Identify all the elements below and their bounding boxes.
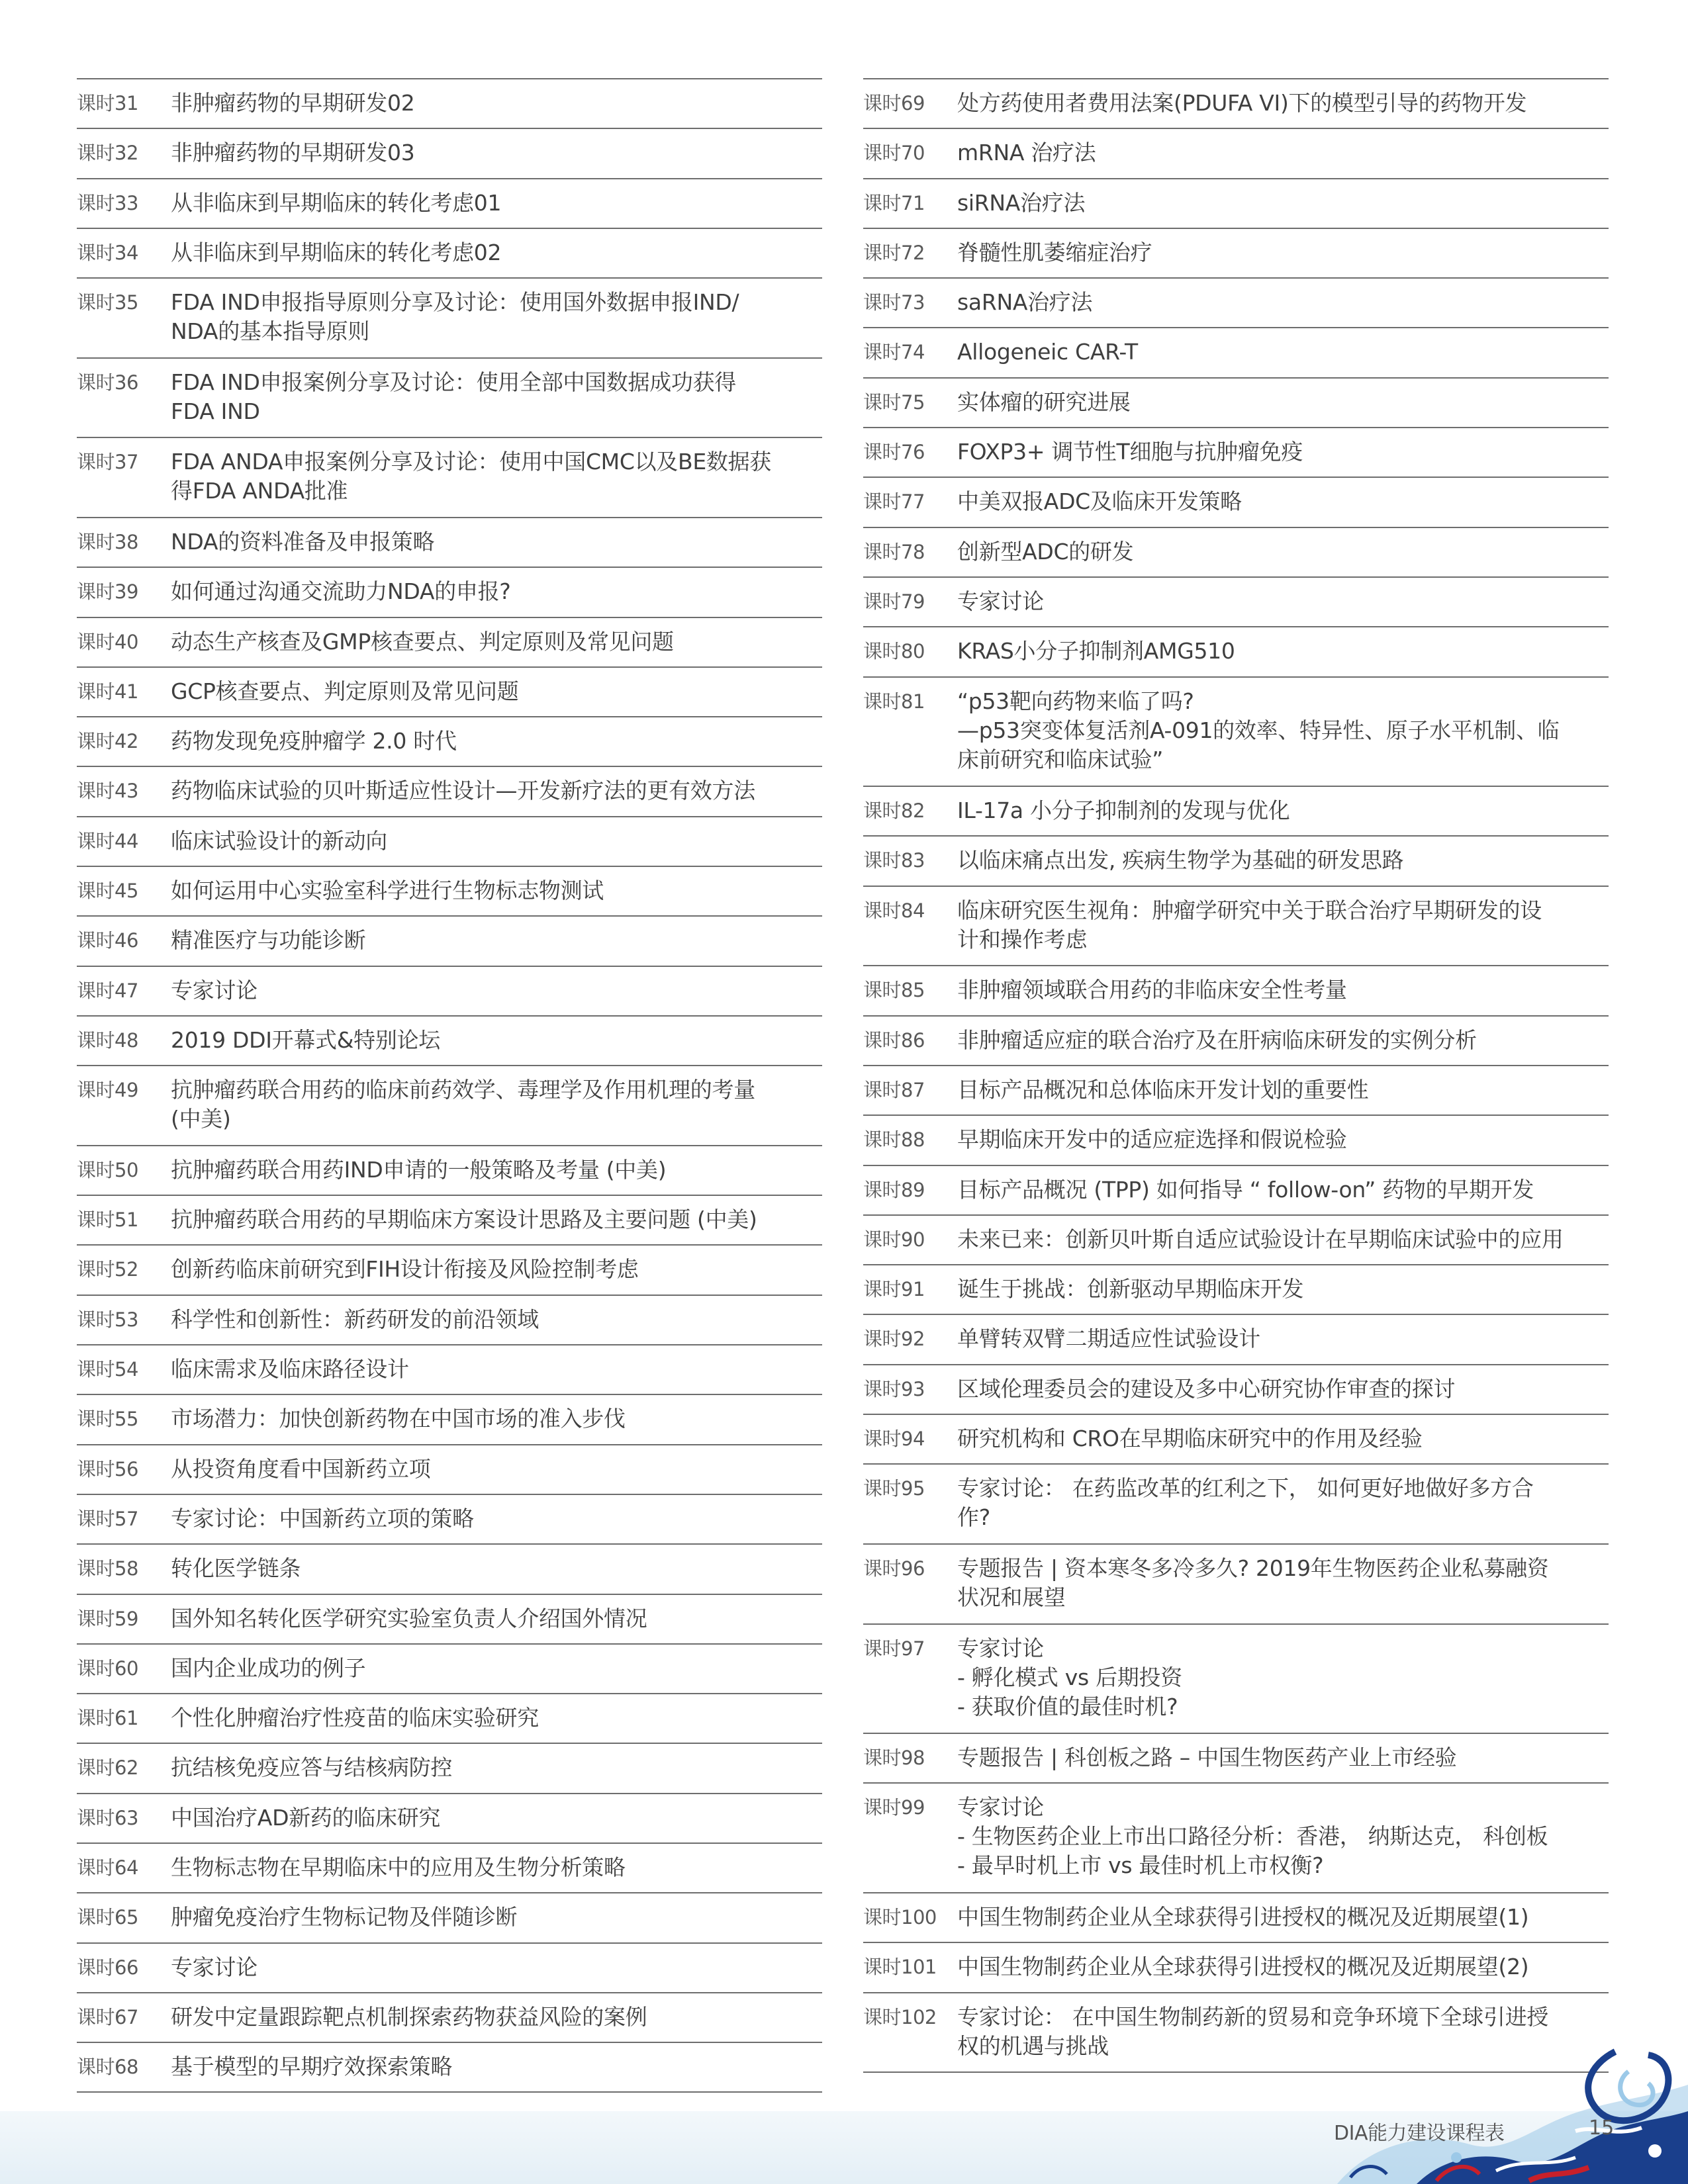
wave-decoration-icon bbox=[1218, 2045, 1688, 2184]
course-title: 创新药临床前研究到FIH设计衔接及风险控制考虑 bbox=[171, 1256, 639, 1283]
left-rows bbox=[77, 79, 822, 2093]
course-code: 课时76 bbox=[863, 441, 925, 464]
course-row bbox=[77, 2043, 822, 2093]
course-code: 课时34 bbox=[77, 241, 138, 264]
course-code: 课时56 bbox=[77, 1457, 138, 1480]
course-code: 课时102 bbox=[863, 2005, 937, 2028]
course-row bbox=[863, 627, 1609, 677]
course-title: KRAS小分子抑制剂AMG510 bbox=[957, 638, 1235, 664]
course-row bbox=[77, 359, 822, 439]
course-title: “p53靶向药物来临了吗? —p53突变体复活剂A-091的效率、特异性、原子水平机制、临 床前研究和临床试验” bbox=[957, 688, 1560, 772]
course-row bbox=[77, 1944, 822, 1993]
course-title: 专家讨论 - 孵化模式 vs 后期投资 - 获取价值的最佳时机? bbox=[957, 1635, 1182, 1719]
course-code: 课时99 bbox=[863, 1796, 925, 1819]
course-title: 诞生于挑战：创新驱动早期临床开发 bbox=[957, 1276, 1304, 1302]
course-title: 专题报告 | 资本寒冬多冷多久? 2019年生物医药企业私募融资 状况和展望 bbox=[957, 1555, 1549, 1610]
course-title: 药物发现免疫肿瘤学 2.0 时代 bbox=[171, 728, 457, 754]
course-code: 课时85 bbox=[863, 979, 925, 1002]
course-title: 科学性和创新性：新药研发的前沿领域 bbox=[171, 1306, 539, 1332]
course-title: 目标产品概况 (TPP) 如何指导 “ follow-on” 药物的早期开发 bbox=[957, 1176, 1534, 1203]
course-row bbox=[77, 1066, 822, 1146]
course-code: 课时44 bbox=[77, 829, 138, 852]
course-code: 课时98 bbox=[863, 1747, 925, 1770]
course-code: 课时36 bbox=[77, 371, 138, 394]
course-row bbox=[77, 1017, 822, 1066]
course-row bbox=[77, 79, 822, 129]
course-title: Allogeneic CAR-T bbox=[957, 339, 1138, 365]
course-code: 课时86 bbox=[863, 1028, 925, 1052]
course-code: 课时64 bbox=[77, 1856, 138, 1879]
course-title: 抗肿瘤药联合用药IND申请的一般策略及考量 (中美) bbox=[171, 1156, 667, 1183]
course-title: 创新型ADC的研发 bbox=[957, 538, 1134, 565]
course-code: 课时32 bbox=[77, 142, 138, 165]
course-row bbox=[863, 1943, 1609, 1993]
course-row bbox=[77, 279, 822, 359]
course-code: 课时45 bbox=[77, 880, 138, 903]
course-code: 课时78 bbox=[863, 540, 925, 563]
course-title: 肿瘤免疫治疗生物标记物及伴随诊断 bbox=[171, 1904, 518, 1931]
course-title: FDA ANDA申报案例分享及讨论：使用中国CMC以及BE数据获 得FDA ANDA批准 bbox=[171, 449, 771, 504]
course-title: 中美双报ADC及临床开发策略 bbox=[957, 488, 1242, 515]
course-row bbox=[77, 438, 822, 518]
course-title: 单臂转双臂二期适应性试验设计 bbox=[957, 1326, 1260, 1352]
course-title: 动态生产核查及GMP核查要点、判定原则及常见问题 bbox=[171, 628, 674, 655]
course-row bbox=[77, 618, 822, 668]
course-row bbox=[863, 1625, 1609, 1735]
course-row bbox=[863, 1216, 1609, 1265]
course-row bbox=[863, 1415, 1609, 1465]
course-title: 处方药使用者费用法案(PDUFA VI)下的模型引导的药物开发 bbox=[957, 90, 1527, 116]
course-title: saRNA治疗法 bbox=[957, 289, 1093, 316]
course-code: 课时87 bbox=[863, 1078, 925, 1101]
course-title: FOXP3+ 调节性T细胞与抗肿瘤免疫 bbox=[957, 439, 1303, 465]
course-title: 临床研究医生视角：肿瘤学研究中关于联合治疗早期研发的设 计和操作考虑 bbox=[957, 897, 1542, 952]
course-row bbox=[77, 1993, 822, 2043]
course-row bbox=[77, 1794, 822, 1844]
course-title: 中国生物制药企业从全球获得引进授权的概况及近期展望(2) bbox=[957, 1954, 1529, 1980]
course-title: mRNA 治疗法 bbox=[957, 140, 1096, 166]
course-title: NDA的资料准备及申报策略 bbox=[171, 528, 435, 555]
course-row bbox=[863, 1465, 1609, 1545]
course-code: 课时31 bbox=[77, 92, 138, 114]
course-code: 课时96 bbox=[863, 1557, 925, 1580]
course-code: 课时89 bbox=[863, 1178, 925, 1201]
course-row bbox=[863, 1315, 1609, 1365]
course-row bbox=[77, 1445, 822, 1495]
course-code: 课时93 bbox=[863, 1377, 925, 1400]
course-title: 如何通过沟通交流助力NDA的申报? bbox=[171, 578, 511, 605]
course-code: 课时38 bbox=[77, 530, 138, 553]
course-code: 课时48 bbox=[77, 1028, 138, 1052]
course-title: 从投资角度看中国新药立项 bbox=[171, 1455, 431, 1482]
course-title: 脊髓性肌萎缩症治疗 bbox=[957, 239, 1152, 265]
course-title: 临床试验设计的新动向 bbox=[171, 827, 388, 854]
course-row bbox=[77, 229, 822, 279]
course-code: 课时70 bbox=[863, 142, 925, 165]
left-column bbox=[77, 78, 822, 2093]
course-code: 课时47 bbox=[77, 979, 138, 1002]
course-title: 以临床痛点出发, 疾病生物学为基础的研发思路 bbox=[957, 847, 1404, 874]
course-code: 课时88 bbox=[863, 1128, 925, 1152]
course-title: 从非临床到早期临床的转化考虑01 bbox=[171, 189, 502, 216]
course-row bbox=[77, 568, 822, 617]
course-code: 课时73 bbox=[863, 291, 925, 314]
course-code: 课时61 bbox=[77, 1707, 138, 1730]
course-row bbox=[77, 668, 822, 717]
course-code: 课时33 bbox=[77, 191, 138, 214]
course-title: siRNA治疗法 bbox=[957, 189, 1086, 216]
course-code: 课时83 bbox=[863, 849, 925, 872]
course-row bbox=[77, 1694, 822, 1744]
course-row bbox=[863, 229, 1609, 279]
course-title: 非肿瘤领域联合用药的非临床安全性考量 bbox=[957, 977, 1347, 1003]
course-title: 专家讨论 - 生物医药企业上市出口路径分析：香港， 纳斯达克， 科创板 - 最早时机上市 vs 最佳时机上市权衡? bbox=[957, 1794, 1548, 1879]
course-row bbox=[863, 837, 1609, 886]
course-row bbox=[863, 1545, 1609, 1625]
course-title: 中国治疗AD新药的临床研究 bbox=[171, 1804, 441, 1831]
course-title: 基于模型的早期疗效探索策略 bbox=[171, 2054, 453, 2080]
course-title: 研发中定量跟踪靶点机制探索药物获益风险的案例 bbox=[171, 2003, 647, 2030]
course-code: 课时62 bbox=[77, 1756, 138, 1780]
course-code: 课时41 bbox=[77, 680, 138, 703]
course-code: 课时53 bbox=[77, 1308, 138, 1331]
course-title: 专题报告 | 科创板之路 – 中国生物医药产业上市经验 bbox=[957, 1745, 1457, 1771]
course-row bbox=[863, 887, 1609, 967]
course-row bbox=[77, 129, 822, 179]
course-title: 非肿瘤药物的早期研发03 bbox=[171, 140, 415, 166]
course-code: 课时50 bbox=[77, 1158, 138, 1181]
course-row bbox=[77, 1345, 822, 1395]
course-code: 课时59 bbox=[77, 1607, 138, 1630]
course-row bbox=[863, 1365, 1609, 1415]
course-code: 课时40 bbox=[77, 630, 138, 653]
course-row bbox=[863, 966, 1609, 1016]
course-code: 课时77 bbox=[863, 490, 925, 514]
course-row bbox=[77, 1595, 822, 1645]
course-row bbox=[863, 528, 1609, 578]
course-title: 早期临床开发中的适应症选择和假说检验 bbox=[957, 1126, 1347, 1153]
course-row bbox=[863, 678, 1609, 788]
course-code: 课时80 bbox=[863, 640, 925, 663]
course-row bbox=[77, 1146, 822, 1196]
course-title: 目标产品概况和总体临床开发计划的重要性 bbox=[957, 1076, 1369, 1103]
course-code: 课时51 bbox=[77, 1208, 138, 1232]
course-row bbox=[77, 1844, 822, 1893]
course-code: 课时72 bbox=[863, 241, 925, 264]
course-row bbox=[863, 1017, 1609, 1066]
course-code: 课时35 bbox=[77, 291, 138, 314]
course-row bbox=[77, 817, 822, 867]
course-code: 课时79 bbox=[863, 590, 925, 613]
course-title: 2019 DDI开幕式&特别论坛 bbox=[171, 1026, 440, 1053]
course-row bbox=[863, 1116, 1609, 1165]
footer-label: DIA能力建设课程表 bbox=[1334, 2122, 1505, 2145]
course-row bbox=[863, 328, 1609, 378]
course-row bbox=[77, 867, 822, 917]
course-row bbox=[863, 379, 1609, 428]
course-code: 课时97 bbox=[863, 1637, 925, 1660]
course-code: 课时43 bbox=[77, 780, 138, 803]
course-title: GCP核查要点、判定原则及常见问题 bbox=[171, 678, 519, 704]
course-title: 个性化肿瘤治疗性疫苗的临床实验研究 bbox=[171, 1705, 539, 1731]
course-title: 非肿瘤适应症的联合治疗及在肝病临床研发的实例分析 bbox=[957, 1026, 1477, 1053]
course-title: FDA IND申报案例分享及讨论：使用全部中国数据成功获得 FDA IND bbox=[171, 369, 737, 424]
course-code: 课时60 bbox=[77, 1657, 138, 1680]
course-code: 课时58 bbox=[77, 1557, 138, 1580]
course-code: 课时82 bbox=[863, 799, 925, 823]
course-row bbox=[863, 428, 1609, 478]
course-title: 中国生物制药企业从全球获得引进授权的概况及近期展望(1) bbox=[957, 1903, 1529, 1930]
course-title: 专家讨论： 在药监改革的红利之下， 如何更好地做好多方合 作? bbox=[957, 1475, 1534, 1531]
course-row bbox=[863, 179, 1609, 229]
course-row bbox=[77, 179, 822, 229]
course-row bbox=[863, 1166, 1609, 1216]
course-title: 专家讨论：中国新药立项的策略 bbox=[171, 1505, 474, 1531]
course-code: 课时54 bbox=[77, 1358, 138, 1381]
course-code: 课时95 bbox=[863, 1477, 925, 1500]
course-row bbox=[77, 1395, 822, 1445]
course-row bbox=[77, 1296, 822, 1345]
course-code: 课时66 bbox=[77, 1956, 138, 1979]
course-title: 专家讨论： 在中国生物制药新的贸易和竞争环境下全球引进授 权的机遇与挑战 bbox=[957, 2003, 1549, 2059]
course-title: 国内企业成功的例子 bbox=[171, 1655, 366, 1681]
course-row bbox=[77, 917, 822, 966]
course-title: 研究机构和 CRO在早期临床研究中的作用及经验 bbox=[957, 1426, 1423, 1452]
course-code: 课时68 bbox=[77, 2056, 138, 2079]
course-code: 课时46 bbox=[77, 929, 138, 952]
right-rows bbox=[863, 79, 1609, 2073]
course-row bbox=[863, 1066, 1609, 1116]
page-number: 15 bbox=[1589, 2116, 1615, 2140]
course-code: 课时84 bbox=[863, 899, 925, 922]
course-row bbox=[863, 129, 1609, 179]
course-row bbox=[77, 518, 822, 568]
course-row bbox=[863, 787, 1609, 837]
course-code: 课时75 bbox=[863, 390, 925, 414]
course-title: 区域伦理委员会的建设及多中心研究协作审查的探讨 bbox=[957, 1375, 1456, 1402]
course-row bbox=[863, 1265, 1609, 1315]
course-row bbox=[863, 478, 1609, 527]
course-title: 如何运用中心实验室科学进行生物标志物测试 bbox=[171, 878, 604, 904]
course-row bbox=[77, 1246, 822, 1295]
course-row bbox=[77, 1196, 822, 1246]
course-title: 生物标志物在早期临床中的应用及生物分析策略 bbox=[171, 1854, 626, 1880]
course-code: 课时49 bbox=[77, 1079, 138, 1102]
course-row bbox=[77, 967, 822, 1017]
course-row bbox=[77, 1545, 822, 1594]
course-title: 国外知名转化医学研究实验室负责人介绍国外情况 bbox=[171, 1605, 647, 1631]
course-row bbox=[863, 1893, 1609, 1943]
course-code: 课时74 bbox=[863, 341, 925, 364]
course-code: 课时94 bbox=[863, 1428, 925, 1451]
course-code: 课时69 bbox=[863, 92, 925, 114]
course-row bbox=[863, 1784, 1609, 1893]
course-row bbox=[863, 79, 1609, 129]
course-title: 转化医学链条 bbox=[171, 1555, 301, 1582]
course-code: 课时42 bbox=[77, 730, 138, 753]
course-title: 从非临床到早期临床的转化考虑02 bbox=[171, 239, 502, 265]
course-code: 课时63 bbox=[77, 1806, 138, 1829]
course-code: 课时65 bbox=[77, 1906, 138, 1929]
course-title: 专家讨论 bbox=[171, 1954, 258, 1980]
course-title: 专家讨论 bbox=[957, 588, 1044, 614]
course-row bbox=[77, 1645, 822, 1694]
course-row bbox=[77, 1893, 822, 1943]
course-title: FDA IND申报指导原则分享及讨论：使用国外数据申报IND/ NDA的基本指导原则 bbox=[171, 289, 739, 345]
course-code: 课时101 bbox=[863, 1956, 937, 1979]
course-code: 课时81 bbox=[863, 690, 925, 713]
course-code: 课时52 bbox=[77, 1258, 138, 1281]
course-title: 实体瘤的研究进展 bbox=[957, 388, 1131, 415]
course-title: 药物临床试验的贝叶斯适应性设计—开发新疗法的更有效方法 bbox=[171, 778, 755, 804]
course-row bbox=[863, 1734, 1609, 1784]
course-code: 课时67 bbox=[77, 2005, 138, 2028]
right-column bbox=[863, 78, 1609, 2073]
course-code: 课时90 bbox=[863, 1228, 925, 1251]
course-title: 抗肿瘤药联合用药的临床前药效学、毒理学及作用机理的考量 (中美) bbox=[171, 1077, 755, 1132]
course-code: 课时100 bbox=[863, 1905, 937, 1929]
course-title: 抗肿瘤药联合用药的早期临床方案设计思路及主要问题 (中美) bbox=[171, 1206, 757, 1233]
course-title: 专家讨论 bbox=[171, 977, 258, 1003]
course-title: IL-17a 小分子抑制剂的发现与优化 bbox=[957, 797, 1290, 824]
course-title: 非肿瘤药物的早期研发02 bbox=[171, 90, 415, 116]
course-title: 市场潜力：加快创新药物在中国市场的准入步伐 bbox=[171, 1406, 626, 1432]
course-row bbox=[77, 767, 822, 817]
course-row bbox=[77, 1495, 822, 1545]
course-title: 精准医疗与功能诊断 bbox=[171, 927, 366, 954]
course-code: 课时55 bbox=[77, 1408, 138, 1431]
course-title: 临床需求及临床路径设计 bbox=[171, 1356, 409, 1383]
course-code: 课时57 bbox=[77, 1507, 138, 1530]
course-code: 课时39 bbox=[77, 580, 138, 604]
course-row bbox=[77, 717, 822, 767]
course-row bbox=[863, 578, 1609, 627]
course-title: 抗结核免疫应答与结核病防控 bbox=[171, 1754, 453, 1781]
course-title: 未来已来：创新贝叶斯自适应试验设计在早期临床试验中的应用 bbox=[957, 1226, 1564, 1252]
course-code: 课时92 bbox=[863, 1328, 925, 1351]
course-code: 课时71 bbox=[863, 191, 925, 214]
course-row bbox=[863, 279, 1609, 328]
course-code: 课时37 bbox=[77, 451, 138, 474]
course-code: 课时91 bbox=[863, 1278, 925, 1301]
course-row bbox=[77, 1744, 822, 1794]
